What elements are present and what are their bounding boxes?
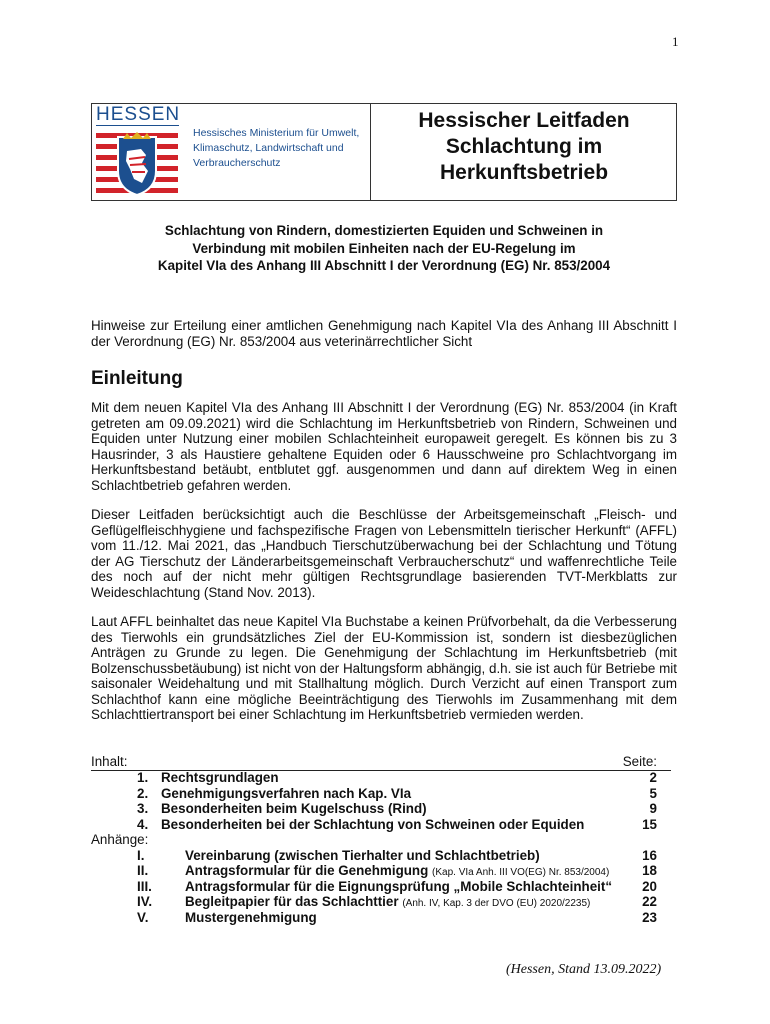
toc-number: 3. [137,801,149,816]
toc-page: 18 [642,863,657,878]
document-status-date: (Hessen, Stand 13.09.2022) [506,962,662,977]
annex-title: Antragsformular für die Genehmigung [185,863,429,878]
toc-title [185,879,612,895]
toc-entry [91,786,671,802]
header-divider [370,103,371,201]
toc-annex-entry [91,879,671,895]
title-line: Herkunftsbetrieb [439,161,609,184]
toc-title [185,848,540,864]
toc-page: 23 [642,909,657,925]
ministry-line: Verbraucherschutz [193,157,281,169]
toc-number: IV. [137,894,153,909]
annex-title: Vereinbarung (zwischen Tierhalter und Schlachtbetrieb) [185,847,540,863]
toc-page: 2 [649,770,657,785]
toc-number: 1. [137,770,149,785]
ministry-line: Hessisches Ministerium für Umwelt, [193,127,360,139]
subtitle-line: Kapitel VIa des Anhang III Abschnitt I der Verordnung (EG) Nr. 853/2004 [157,258,611,273]
title-line: Hessischer Leitfaden [418,109,630,132]
toc-page: 16 [642,847,657,863]
toc-inhalt-label: Inhalt: [91,754,128,769]
logo-rule [96,125,179,126]
toc-number: 4. [137,816,149,832]
toc-page: 22 [642,894,657,909]
toc-title: Besonderheiten bei der Schlachtung von Schweinen oder Equiden [161,816,585,832]
ministry-name [193,126,359,171]
paragraph: Dieser Leitfaden berücksichtigt auch die Beschlüsse der Arbeitsgemeinschaft „Fleisch- und Geflügelfleischhygiene und fachspezifische Fragen von Lebensmitteln tierischer Herkunft“ (AFFL) vom 11./12. Mai 2021, das „Handbuch Tierschutzüberwachung bei der Schlachtung und Tötung der AG Tierschutz der Länderarbeitsgemeinschaft Verbraucherschutz“ und waffenrechtliche Teile des noch auf der nicht mehr gültigen Rechtsgrundlage basierenden TVT-Merkblatts zur Weideschlachtung (Stand Nov. 2013). [91,507,677,600]
toc-title [185,910,317,926]
toc-number: V. [137,909,149,925]
document-subtitle [91,222,677,275]
document-title [372,108,676,186]
toc-entry [91,817,671,833]
toc-header [91,754,671,771]
page-number: 1 [672,34,679,49]
annex-title: Antragsformular für die Eignungsprüfung „Mobile Schlachteinheit“ [185,878,613,894]
toc-title: Genehmigungsverfahren nach Kap. VIa [161,785,412,801]
toc-title: Rechtsgrundlagen [161,770,279,785]
toc-number: II. [137,863,149,878]
title-line: Schlachtung im [445,135,603,158]
toc-seite-label: Seite: [622,754,657,769]
toc-number: I. [137,847,145,863]
section-heading-einleitung: Einleitung [91,368,183,389]
toc-page: 15 [642,816,657,832]
toc-number: 2. [137,785,149,801]
subtitle-line: Verbindung mit mobilen Einheiten nach der EU-Regelung im [192,240,576,256]
toc-title: Besonderheiten beim Kugelschuss (Rind) [161,801,427,816]
toc-entry [91,770,671,786]
scope-note: Hinweise zur Erteilung einer amtlichen Genehmigung nach Kapitel VIa des Anhang III Abschnitt I der Verordnung (EG) Nr. 853/2004 aus veterinärrechtlicher Sicht [91,318,677,349]
hessen-coat-of-arms-icon [96,131,178,197]
toc-annex-entry [91,894,671,910]
toc-page: 9 [649,801,657,816]
paragraph: Laut AFFL beinhaltet das neue Kapitel VIa Buchstabe a keinen Prüfvorbehalt, da die Verbesserung des Tierwohls ein grundsätzliches Ziel der EU-Kommission ist, sondern ist diesbezüglichen Anträgen zu Grunde zu legen. Die Genehmigung der Schlachtung im Herkunftsbetrieb (mit Bolzenschussbetäubung) ist nicht von der Haltungsform abhängig, d.h. sie ist auch für Betriebe mit saisonaler Weidehaltung und mit Stallhaltung möglich. Durch Verzicht auf einen Transport zum Schlachthof kann eine mögliche Beeinträchtigung des Tierwohls im Zusammenhang mit dem Schlachttiertransport bei einer Schlachtung im Herkunftsbetrieb vermieden werden. [91,614,677,722]
annex-title: Begleitpapier für das Schlachttier [185,894,399,909]
ministry-line: Klimaschutz, Landwirtschaft und [193,142,344,154]
table-of-contents [91,770,671,925]
toc-number: III. [137,878,152,894]
paragraph: Mit dem neuen Kapitel VIa des Anhang III Abschnitt I der Verordnung (EG) Nr. 853/2004 (in Kraft getreten am 09.09.2021) wird die Schlachtung im Herkunftsbetrieb von Rindern, Schweinen und Equiden unter Nutzung einer mobilen Schlachteinheit europaweit geregelt. Es können bis zu 3 Hausrinder, 3 als Haustiere gehaltene Equiden oder 6 Hausschweine pro Schlachtvorgang im Herkunftsbestand betäubt, entblutet ggf. ausgenommen und dann auf direktem Weg in einen Schlachtbetrieb gefahren werden. [91,400,677,493]
toc-entry [91,801,671,817]
toc-annex-entry [91,863,671,879]
toc-annex-entry [91,910,671,926]
annex-note: (Kap. VIa Anh. III VO(EG) Nr. 853/2004) [432,867,610,878]
subtitle-line: Schlachtung von Rindern, domestizierten Equiden und Schweinen in [164,223,604,238]
toc-anhaenge-label [91,832,671,848]
anhaenge-label: Anhänge: [91,832,149,847]
toc-page: 5 [649,785,657,801]
hessen-logo-text: HESSEN [96,104,181,125]
toc-page: 20 [642,878,657,894]
toc-annex-entry [91,848,671,864]
annex-title: Mustergenehmigung [185,909,317,925]
annex-note: (Anh. IV, Kap. 3 der DVO (EU) 2020/2235) [402,898,591,909]
